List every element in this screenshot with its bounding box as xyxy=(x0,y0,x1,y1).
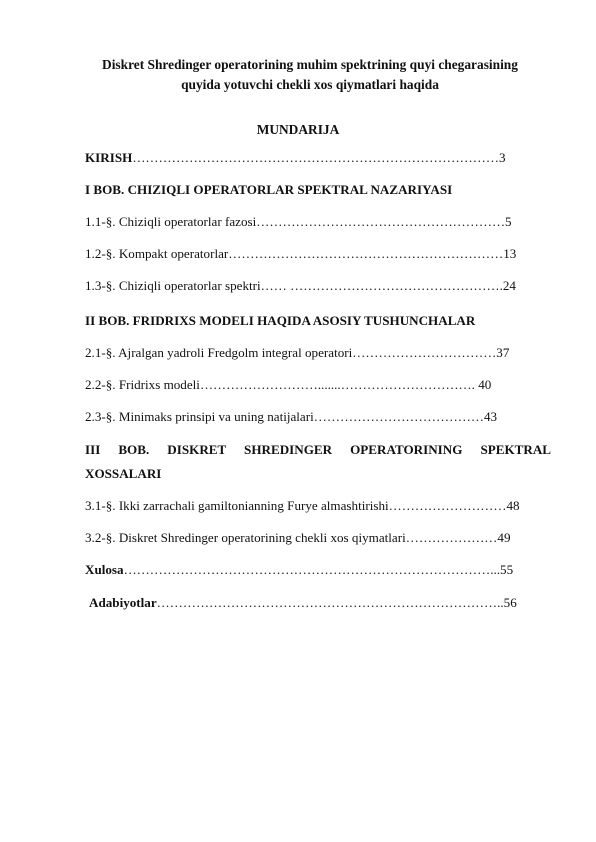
toc-entry-2-3 xyxy=(85,409,497,425)
toc-chapter-2: II BOB. FRIDRIXS MODELI HAQIDA ASOSIY TUSHUNCHALAR xyxy=(85,313,476,328)
toc-label: 2.3-§. Minimaks prinsipi va uning natijalari xyxy=(85,409,314,424)
document-title xyxy=(60,55,560,95)
toc-leader: ………………………………… xyxy=(313,409,484,424)
toc-leader: ………………… xyxy=(405,530,498,545)
toc-page-number: 13 xyxy=(503,246,517,261)
toc-entry-kirish xyxy=(85,150,505,166)
toc-entry-1-3 xyxy=(85,278,516,294)
title-line-1: Diskret Shredinger operatorining muhim spektrining quyi chegarasining xyxy=(102,57,518,72)
toc-entry-adabiyotlar xyxy=(89,595,517,611)
toc-leader: …………………………………………………………………….. xyxy=(156,595,504,610)
toc-entry-xulosa xyxy=(85,562,513,578)
toc-page-number: 5 xyxy=(505,214,512,229)
toc-label: 1.1-§. Chiziqli operatorlar fazosi xyxy=(85,214,257,229)
toc-page-number: 24 xyxy=(502,278,516,293)
toc-chapter-3-word: BOB. xyxy=(118,442,150,457)
toc-label: 2.2-§. Fridrixs modeli xyxy=(85,377,200,392)
toc-chapter-3-line-2: XOSSALARI xyxy=(85,466,162,481)
toc-label: Adabiyotlar xyxy=(89,595,157,610)
toc-chapter-3-word: SPEKTRAL xyxy=(480,442,552,457)
toc-label: KIRISH xyxy=(85,150,133,165)
contents-heading: MUNDARIJA xyxy=(256,122,340,137)
toc-chapter-3-word: OPERATORINING xyxy=(350,442,463,457)
toc-leader: …… …………………………………………. xyxy=(260,278,503,293)
toc-chapter-3-line-1 xyxy=(85,442,551,458)
toc-page-number: 55 xyxy=(500,562,514,577)
toc-label: 2.1-§. Ajralgan yadroli Fredgolm integral operatori xyxy=(85,345,353,360)
toc-entry-2-1 xyxy=(85,345,509,361)
toc-page-number: 43 xyxy=(483,409,498,424)
toc-leader: ………………………………………………… xyxy=(256,214,506,229)
toc-leader: …………………………… xyxy=(352,345,497,360)
toc-page-number: 49 xyxy=(497,530,511,545)
toc-leader: ……………………………………………………… xyxy=(228,246,504,261)
toc-entry-3-1 xyxy=(85,498,520,514)
toc-page-number: 56 xyxy=(503,595,517,610)
toc-page-number: 48 xyxy=(506,498,520,513)
toc-page-number: 37 xyxy=(496,345,510,360)
toc-label: 1.2-§. Kompakt operatorlar xyxy=(85,246,229,261)
toc-label: Xulosa xyxy=(85,562,124,577)
title-line-2: quyida yotuvchi chekli xos qiymatlari haqida xyxy=(181,77,439,92)
toc-leader: ……………………….......…………………………. xyxy=(199,377,479,392)
toc-label: 3.1-§. Ikki zarrachali gamiltonianning Furye almashtirishi xyxy=(85,498,389,513)
toc-leader: …………………………………………………………………………... xyxy=(123,562,501,577)
toc-chapter-3-word: DISKRET xyxy=(167,442,227,457)
toc-entry-2-2 xyxy=(85,377,491,393)
toc-chapter-3-word: SHREDINGER xyxy=(244,442,333,457)
toc-label: 1.3-§. Chiziqli operatorlar spektri xyxy=(85,278,261,293)
toc-page-number: 40 xyxy=(478,377,492,392)
toc-entry-1-1 xyxy=(85,214,512,230)
toc-page-number: 3 xyxy=(498,150,506,165)
toc-label: 3.2-§. Diskret Shredinger operatorining chekli xos qiymatlari xyxy=(85,530,406,545)
toc-leader: ……………………… xyxy=(388,498,507,513)
toc-entry-1-2 xyxy=(85,246,516,262)
toc-chapter-1: I BOB. CHIZIQLI OPERATORLAR SPEKTRAL NAZARIYASI xyxy=(85,182,453,197)
toc-entry-3-2 xyxy=(85,530,510,546)
toc-leader: ………………………………………………………………………… xyxy=(132,150,499,165)
toc-chapter-3-word: III xyxy=(85,442,101,457)
